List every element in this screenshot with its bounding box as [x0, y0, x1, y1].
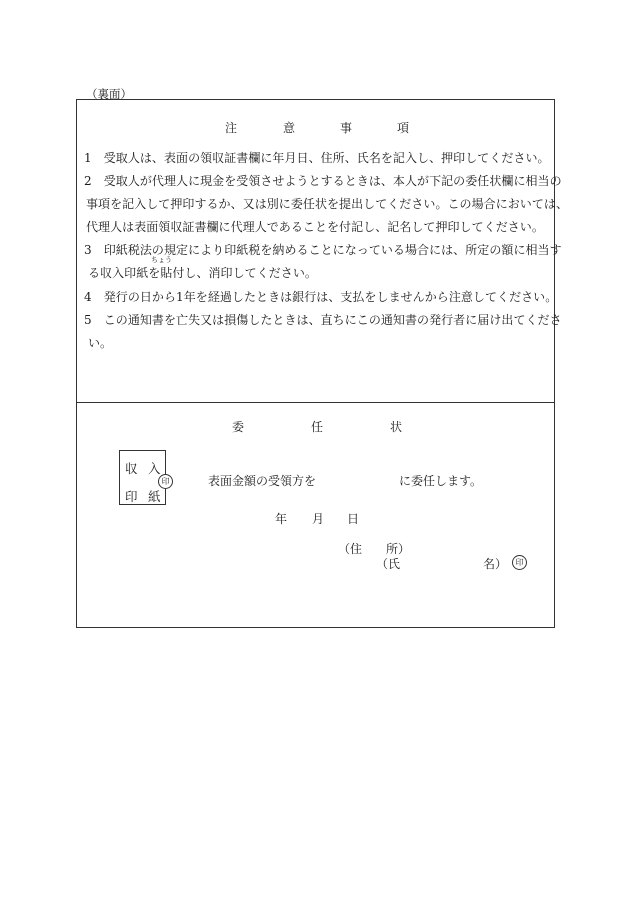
note-line: 4 発行の日から1年を経過したときは銀行は、支払をしませんから注意してください。	[84, 290, 558, 304]
entrust-text: 表面金額の受領方を	[208, 474, 317, 488]
note-line: 5 この通知書を亡失又は損傷したときは、直ちにこの通知書の発行者に届け出てくださ	[84, 313, 562, 327]
name-label-open: （氏	[376, 557, 401, 571]
note-line: 事項を記入して押印するか、又は別に委任状を提出してください。この場合においては、	[86, 197, 569, 211]
proxy-title-char: 委	[232, 420, 245, 434]
date-month: 月	[312, 512, 325, 526]
proxy-title-char: 任	[311, 420, 324, 434]
note-line: る収入印紙を貼付し、消印してください。	[88, 266, 317, 280]
section-divider	[77, 402, 554, 403]
date-day: 日	[347, 512, 360, 526]
seal-icon: 印	[512, 555, 527, 570]
entrust-suffix: に委任します。	[399, 474, 483, 488]
proxy-title-char: 状	[390, 420, 403, 434]
ruby-annotation: ちょう	[151, 256, 172, 264]
notes-title-char: 項	[397, 121, 410, 135]
stamp-char: 入	[148, 461, 161, 476]
notes-title-char: 意	[283, 121, 296, 135]
name-label-close: 名）	[483, 557, 508, 571]
stamp-char: 収	[125, 461, 138, 476]
note-line: 代理人は表面領収証書欄に代理人であることを付記し、記名して押印してください。	[86, 220, 544, 234]
stamp-char: 印	[125, 489, 138, 504]
stamp-char: 紙	[148, 489, 161, 504]
note-line: 1 受取人は、表面の領収証書欄に年月日、住所、氏名を記入し、押印してください。	[84, 151, 550, 165]
address-label: （住 所）	[338, 542, 411, 556]
date-year: 年	[275, 512, 288, 526]
note-line: 3 印紙税法の規定により印紙税を納めることになっている場合には、所定の額に相当す	[84, 243, 562, 257]
note-line: い。	[88, 336, 113, 350]
notes-title-char: 注	[225, 121, 238, 135]
note-line: 2 受取人が代理人に現金を受領させようとするときは、本人が下記の委任状欄に相当の	[84, 174, 562, 188]
side-label: （裏面）	[86, 87, 132, 101]
notes-title-char: 事	[340, 121, 353, 135]
seal-icon: 印	[158, 474, 173, 489]
